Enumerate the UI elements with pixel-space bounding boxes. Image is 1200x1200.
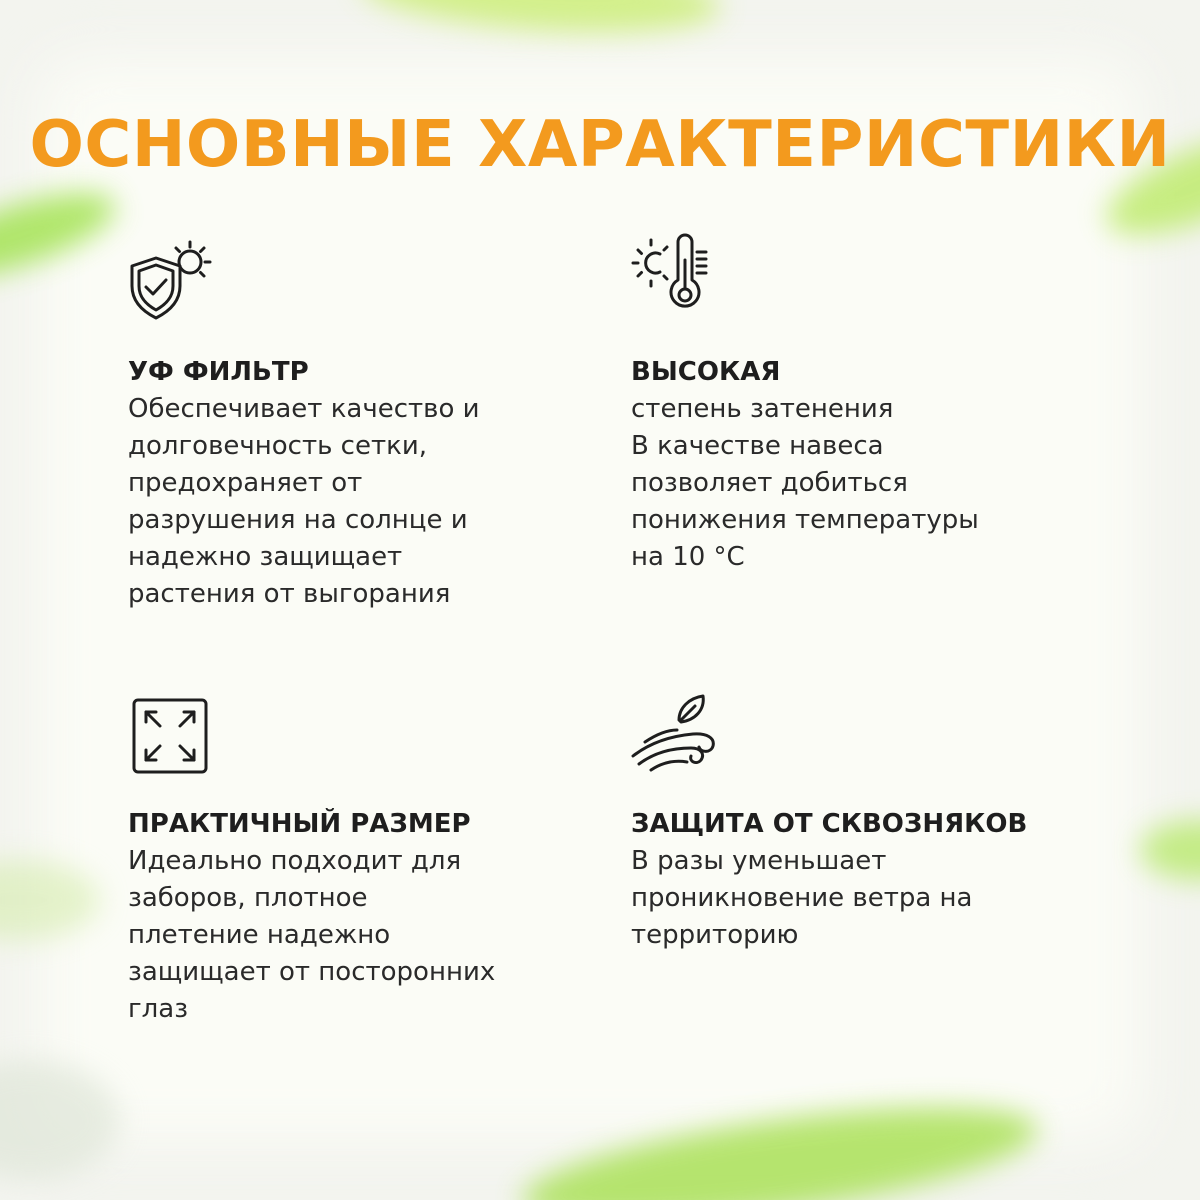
feature-practical-size xyxy=(128,696,598,1028)
sun-thermometer-icon xyxy=(631,232,721,322)
feature-uv-filter xyxy=(128,232,598,613)
feature-text: Обеспечивает качество и долговечность сетки, предохраняет от разрушения на солнце и надежно защищает растения от выгорания xyxy=(128,394,480,609)
feature-text: В разы уменьшает проникновение ветра на территорию xyxy=(631,846,973,950)
feature-draft-protection xyxy=(631,690,1101,954)
feature-text: степень затенения В качестве навеса позволяет добиться понижения температуры на 10 °C xyxy=(631,394,979,572)
feature-text: Идеально подходит для заборов, плотное плетение надежно защищает от посторонних глаз xyxy=(128,846,496,1024)
feature-title: УФ ФИЛЬТР xyxy=(128,357,309,387)
wind-leaf-icon xyxy=(631,690,721,780)
feature-high-shading xyxy=(631,232,1101,576)
feature-title: ВЫСОКАЯ xyxy=(631,357,781,387)
feature-title: ЗАЩИТА ОТ СКВОЗНЯКОВ xyxy=(631,809,1028,839)
feature-title: ПРАКТИЧНЫЙ РАЗМЕР xyxy=(128,809,471,839)
uv-shield-sun-icon xyxy=(128,232,218,322)
expand-arrows-icon xyxy=(128,696,218,786)
page-title: ОСНОВНЫЕ ХАРАКТЕРИСТИКИ xyxy=(29,108,1171,182)
